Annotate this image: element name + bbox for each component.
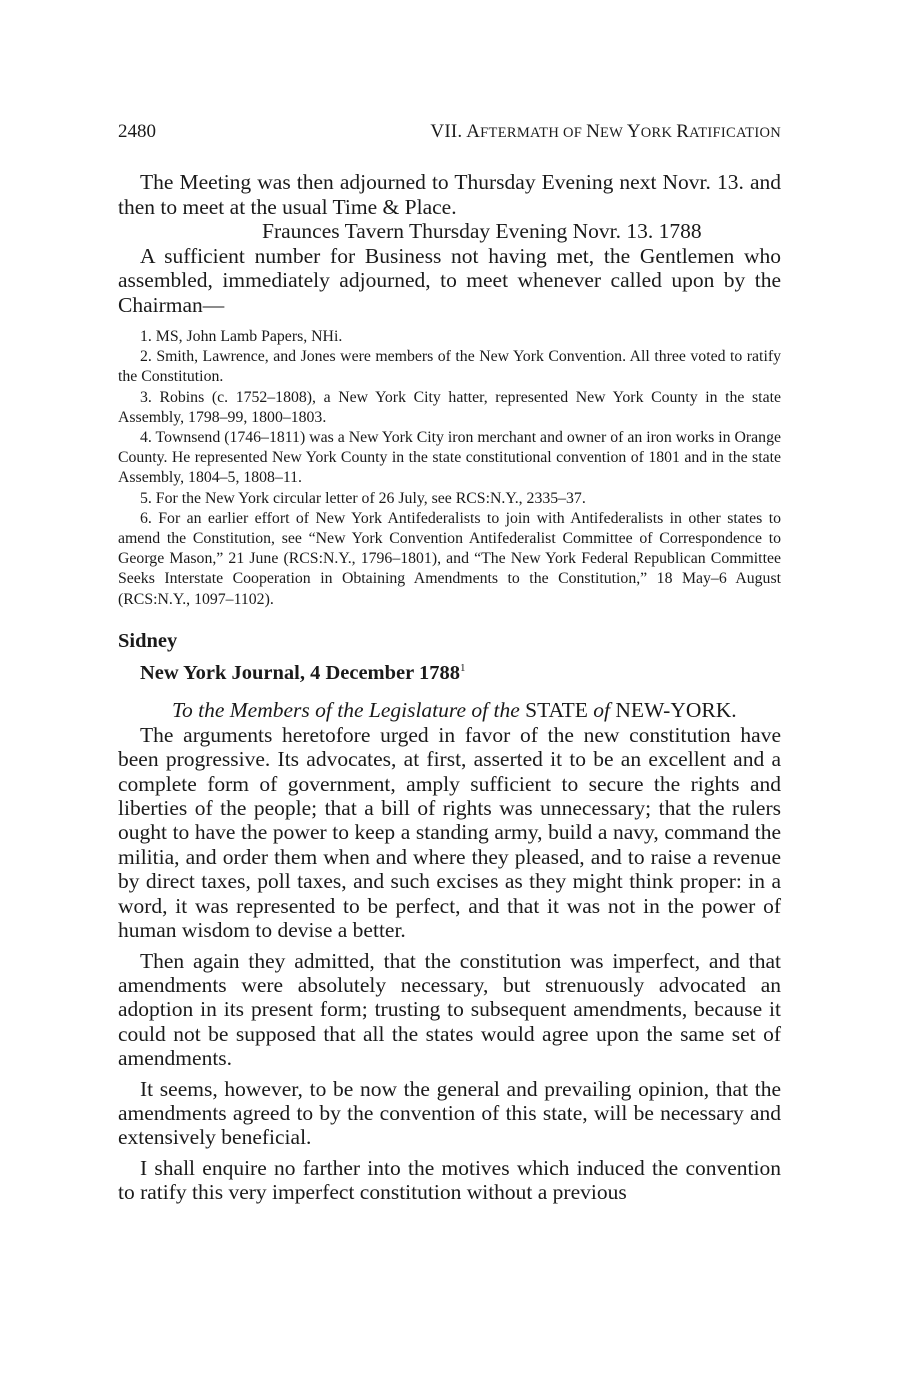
footnote: 3. Robins (c. 1752–1808), a New York City hatter, represented New York County in the state Assembly, 1798–99, 1800–1803. (118, 388, 781, 426)
letter-paragraph: It seems, however, to be now the general and prevailing opinion, that the amendments agreed to by the convention of this state, will be necessary and extensively beneficial. (118, 1076, 781, 1150)
footnote-ref: 1 (459, 661, 466, 674)
running-head (118, 118, 781, 146)
document-page (118, 118, 781, 1211)
minutes-text (118, 170, 781, 317)
footnote: 6. For an earlier effort of New York Antifederalists to join with Antifederalists in other states to amend the Constitution, see “New York Convention Antifederalist Committee of Correspondence to George Mason,” 21 June (RCS:N.Y., 1796–1801), and “The New York Federal Republican Committee Seeks Interstate Cooperation in Obtaining Amendments to the Constitution,” 18 May–6 August (RCS:N.Y., 1097–1102). (118, 509, 781, 608)
minutes-paragraph: A sufficient number for Business not having met, the Gentlemen who assembled, immediately adjourned, to meet whenever called upon by the Chairman— (118, 243, 781, 317)
letter-paragraph: Then again they admitted, that the constitution was imperfect, and that amendments were absolutely necessary, but strenuously advocated an adoption in its present form; trusting to subsequent amendments, because it could not be supposed that all the states would agree upon the same set of amendments. (118, 948, 781, 1071)
minutes-paragraph: The Meeting was then adjourned to Thursday Evening next Novr. 13. and then to meet at the usual Time & Place. (118, 170, 781, 219)
letter-paragraph: I shall enquire no farther into the motives which induced the convention to ratify this very imperfect constitution without a previous (118, 1155, 781, 1205)
letter-body (118, 723, 781, 1205)
document-address: To the Members of the Legislature of the STATE of NEW-YORK. (172, 697, 737, 722)
footnote: 5. For the New York circular letter of 26 July, see RCS:N.Y., 2335–37. (140, 489, 586, 507)
document-heading (118, 628, 781, 687)
footnote: 2. Smith, Lawrence, and Jones were members of the New York Convention. All three voted to ratify the Constitution. (118, 348, 781, 386)
document-author: Sidney (118, 629, 178, 652)
footnote: 1. MS, John Lamb Papers, NHi. (140, 328, 343, 345)
minutes-dateline: Fraunces Tavern Thursday Evening Novr. 13. 1788 (262, 219, 702, 243)
section-title: VII. AFTERMATH OF NEW YORK RATIFICATION (430, 121, 781, 142)
page-number: 2480 (118, 121, 156, 142)
letter-paragraph: The arguments heretofore urged in favor of the new constitution have been progressive. Its advocates, at first, asserted it to be an excellent and a complete form of government, amply sufficient to secure the rights and liberties of the people; that a bill of rights was unnecessary; that the rulers ought to have the power to keep a standing army, build a navy, command the militia, and order them when and where they pleased, and to raise a revenue by direct taxes, poll taxes, and such excises as they might think proper: in a word, it was represented to be perfect, and that it was not in the power of human wisdom to devise a better. (118, 722, 781, 943)
footnote: 4. Townsend (1746–1811) was a New York City iron merchant and owner of an iron works in Orange County. He represented New York County in the state constitutional convention of 1801 and in the state Assembly, 1804–5, 1808–11. (118, 429, 781, 487)
footnotes (118, 327, 781, 610)
document-source: New York Journal, 4 December 1788$^1$ (140, 661, 466, 684)
